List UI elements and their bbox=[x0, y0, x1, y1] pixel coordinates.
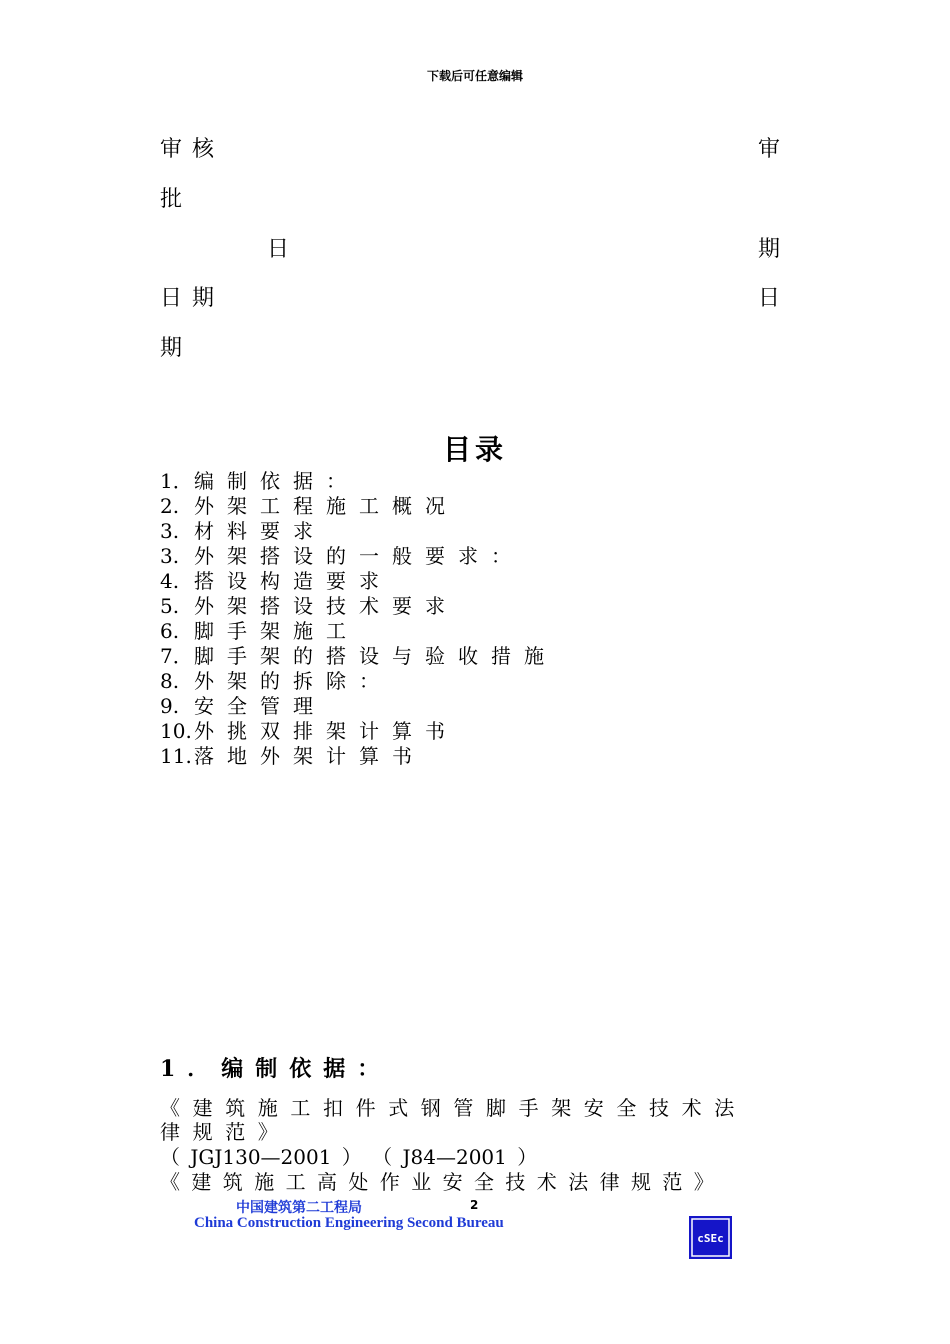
toc-item-text: 落地外架计算书 bbox=[194, 744, 425, 768]
signature-review-label: 审核 bbox=[160, 137, 225, 162]
toc-item[interactable] bbox=[160, 644, 557, 669]
toc-item-text: 脚手架施工 bbox=[194, 619, 359, 643]
signature-date-label-part3: 日 bbox=[758, 286, 791, 311]
toc-item-number: 2. bbox=[160, 494, 180, 518]
signature-date-label-part2: 期 bbox=[758, 237, 791, 262]
toc-item-number: 9. bbox=[160, 694, 180, 718]
logo-text: cSEc bbox=[697, 1232, 724, 1245]
toc-item[interactable] bbox=[160, 469, 557, 494]
basis-line-3: （ JGJ130—2001 ） （ J84—2001 ） bbox=[160, 1145, 538, 1169]
signature-approve-label-part2: 批 bbox=[160, 187, 193, 212]
toc-item[interactable] bbox=[160, 744, 557, 769]
toc-item-text: 外架搭设技术要求 bbox=[194, 594, 458, 618]
cscec-logo-icon bbox=[689, 1216, 732, 1259]
toc-item-text: 外架搭设的一般要求： bbox=[194, 544, 524, 568]
page-number: 2 bbox=[470, 1198, 479, 1212]
toc-item[interactable] bbox=[160, 519, 557, 544]
toc-item-number: 7． bbox=[160, 644, 193, 668]
toc-item[interactable] bbox=[160, 694, 557, 719]
toc-item-number: 4. bbox=[160, 569, 180, 593]
header-note: 下载后可任意编辑 bbox=[426, 69, 523, 83]
toc-list bbox=[160, 469, 557, 769]
toc-item-text: 材料要求 bbox=[194, 519, 326, 543]
toc-item-number: 8. bbox=[160, 669, 180, 693]
toc-item-number: 5. bbox=[160, 594, 180, 618]
toc-item[interactable] bbox=[160, 569, 557, 594]
toc-item-number: 11. bbox=[160, 744, 192, 768]
toc-item[interactable] bbox=[160, 719, 557, 744]
basis-line-4: 《建筑施工高处作业安全技术法律规范》 bbox=[160, 1170, 726, 1194]
toc-item-text: 外架工程施工概况 bbox=[194, 494, 458, 518]
toc-item[interactable] bbox=[160, 669, 557, 694]
toc-item-number: 3. bbox=[160, 544, 180, 568]
toc-item-number: 3. bbox=[160, 519, 180, 543]
cscec-logo bbox=[689, 1216, 732, 1259]
toc-item-number: 6. bbox=[160, 619, 180, 643]
toc-item[interactable] bbox=[160, 594, 557, 619]
toc-item[interactable] bbox=[160, 619, 557, 644]
toc-item-text: 外挑双排架计算书 bbox=[194, 719, 458, 743]
signature-approve-label-part1: 审 bbox=[758, 137, 791, 162]
toc-item[interactable] bbox=[160, 494, 557, 519]
footer-company-cn: 中国建筑第二工程局 bbox=[236, 1200, 362, 1216]
footer-company-en: China Construction Engineering Second Bureau bbox=[194, 1215, 504, 1231]
toc-item-number: 1． bbox=[160, 469, 193, 493]
toc-item-text: 搭设构造要求 bbox=[194, 569, 392, 593]
toc-item-text: 外架的拆除： bbox=[194, 669, 392, 693]
toc-item-text: 脚手架的搭设与验收措施 bbox=[194, 644, 557, 668]
toc-item-number: 10. bbox=[160, 719, 192, 743]
basis-line-1: 《建筑施工扣件式钢管脚手架安全技术法 bbox=[160, 1096, 747, 1120]
toc-item-text: 编制依据： bbox=[194, 469, 359, 493]
signature-date-label-part4: 期 bbox=[160, 336, 193, 361]
toc-item-text: 安全管理 bbox=[194, 694, 326, 718]
section-heading: 1．编制依据： bbox=[160, 1056, 392, 1082]
toc-title: 目录 bbox=[442, 433, 507, 466]
toc-item[interactable] bbox=[160, 544, 557, 569]
signature-date-label: 日期 bbox=[160, 286, 225, 311]
basis-line-2: 律规范》 bbox=[160, 1120, 291, 1144]
signature-date-label-part1: 日 bbox=[267, 237, 300, 262]
